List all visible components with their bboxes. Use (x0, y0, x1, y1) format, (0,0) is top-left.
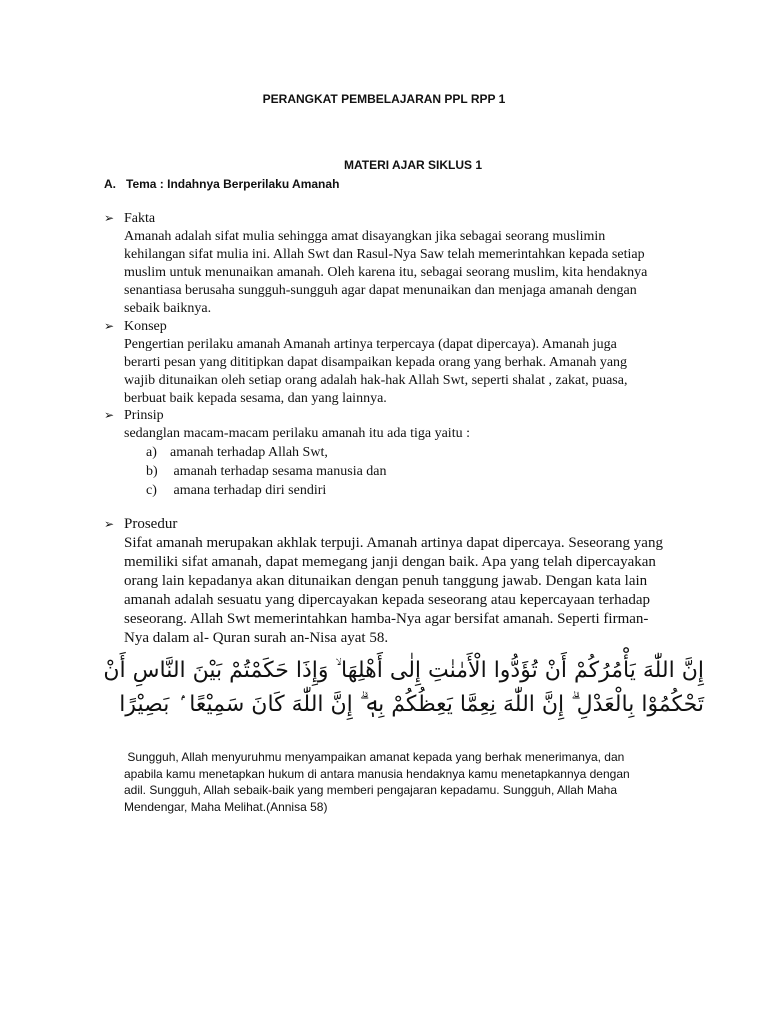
prosedur-line: seseorang. Allah Swt memerintahkan hamba-Nya agar bersifat amanah. Seperti firman- (124, 611, 649, 627)
list-item-text: amanah terhadap sesama manusia dan (170, 464, 387, 479)
list-item-label: c) (146, 483, 157, 498)
arabic-verse-line: إِنَّ اللّٰهَ يَأْمُرُكُمْ أَنْ تُؤَدُّوا الْأَمٰنٰتِ إِلٰى أَهْلِهَا ۙ وَإِذَا حَكَمْتُمْ بَيْنَ النَّاسِ أَنْ (103, 658, 704, 683)
document-title: PERANGKAT PEMBELAJARAN PPL RPP 1 (262, 92, 506, 106)
arrow-bullet-icon: ➢ (104, 319, 115, 333)
theme-text: Tema : Indahnya Berperilaku Amanah (126, 177, 340, 191)
fakta-line: senantiasa berusaha sungguh-sungguh agar dapat menunaikan dan menjaga amanah dengan (124, 283, 637, 298)
material-subtitle: MATERI AJAR SIKLUS 1 (343, 158, 482, 172)
section-fakta (104, 209, 704, 318)
prinsip-intro: sedanglan macam-macam perilaku amanah itu ada tiga yaitu : (124, 426, 470, 441)
fakta-line: muslim untuk menunaikan amanah. Oleh karena itu, sebagai seorang muslim, kita hendaknya (124, 265, 648, 280)
list-item-label: a) (146, 445, 157, 460)
prosedur-paragraph (124, 534, 704, 648)
konsep-line: wajib ditunaikan oleh setiap orang adalah hak-hak Allah Swt, seperti shalat , zakat, puasa, (124, 373, 628, 388)
arrow-bullet-icon: ➢ (104, 211, 115, 225)
arabic-verse (103, 654, 704, 722)
list-item (146, 462, 704, 481)
konsep-line: berarti pesan yang dititipkan dapat disampaikan kepada orang yang berhak. Amanah yang (124, 355, 628, 370)
fakta-line: Amanah adalah sifat mulia sehingga amat disayangkan jika sebagai seorang muslimin (124, 229, 606, 244)
translation-line: Mendengar, Maha Melihat.(Annisa 58) (124, 799, 328, 814)
list-item (146, 481, 704, 500)
section-konsep (104, 317, 704, 408)
konsep-paragraph (124, 336, 704, 408)
verse-translation (124, 749, 704, 815)
arrow-bullet-icon: ➢ (104, 408, 115, 422)
konsep-heading: Konsep (124, 319, 167, 334)
fakta-line: kehilangan sifat mulia ini. Allah Swt dan Rasul-Nya Saw telah memerintahkan kepada setiap (124, 247, 645, 262)
prosedur-line: memiliki sifat amanah, dapat memegang janji dengan baik. Apa yang telah dipercayakan (124, 554, 656, 570)
list-item-label: b) (146, 464, 158, 479)
prinsip-heading: Prinsip (124, 408, 164, 423)
konsep-line: berbuat baik kepada sesama, dan yang lainnya. (124, 391, 387, 406)
prosedur-line: orang lain kepadanya akan ditunaikan dengan penuh tanggung jawab. Dengan kata lain (124, 573, 648, 589)
translation-line: adil. Sungguh, Allah sebaik-baik yang memberi pengajaran kepadamu. Sungguh, Allah Maha (124, 783, 617, 797)
prosedur-heading: Prosedur (124, 516, 178, 532)
fakta-line: sebaik baiknya. (124, 301, 212, 316)
translation-line: apabila kamu menetapkan hukum di antara manusia hendaknya kamu menetapkannya dengan (124, 766, 630, 781)
theme-letter: A. (104, 177, 116, 191)
prosedur-line: Nya dalam al- Quran surah an-Nisa ayat 58. (124, 630, 389, 646)
fakta-paragraph (124, 228, 704, 318)
section-prinsip (104, 406, 704, 500)
theme-heading (104, 177, 339, 191)
arrow-bullet-icon: ➢ (104, 517, 115, 531)
arabic-verse-line: تَحْكُمُوْا بِالْعَدْلِ ۗ إِنَّ اللّٰهَ نِعِمَّا يَعِظُكُمْ بِهٖ ۗ إِنَّ اللّٰهَ كَانَ سَمِيْعًا ۢ بَصِيْرًا (119, 692, 704, 717)
prosedur-line: amanah adalah sesuatu yang dipercayakan kepada seseorang atau kepercayaan terhadap (124, 592, 650, 608)
prosedur-line: Sifat amanah merupakan akhlak terpuji. Amanah artinya dapat dipercaya. Seseorang yang (124, 535, 663, 551)
fakta-heading: Fakta (124, 211, 156, 226)
list-item (146, 443, 704, 462)
translation-line: Sungguh, Allah menyuruhmu menyampaikan amanat kepada yang berhak menerimanya, dan (124, 750, 625, 764)
list-item-text: amanah terhadap Allah Swt, (170, 445, 328, 460)
konsep-line: Pengertian perilaku amanah Amanah artinya terpercaya (dapat dipercaya). Amanah juga (124, 337, 617, 352)
section-prosedur (104, 515, 704, 648)
list-item-text: amana terhadap diri sendiri (170, 483, 327, 498)
